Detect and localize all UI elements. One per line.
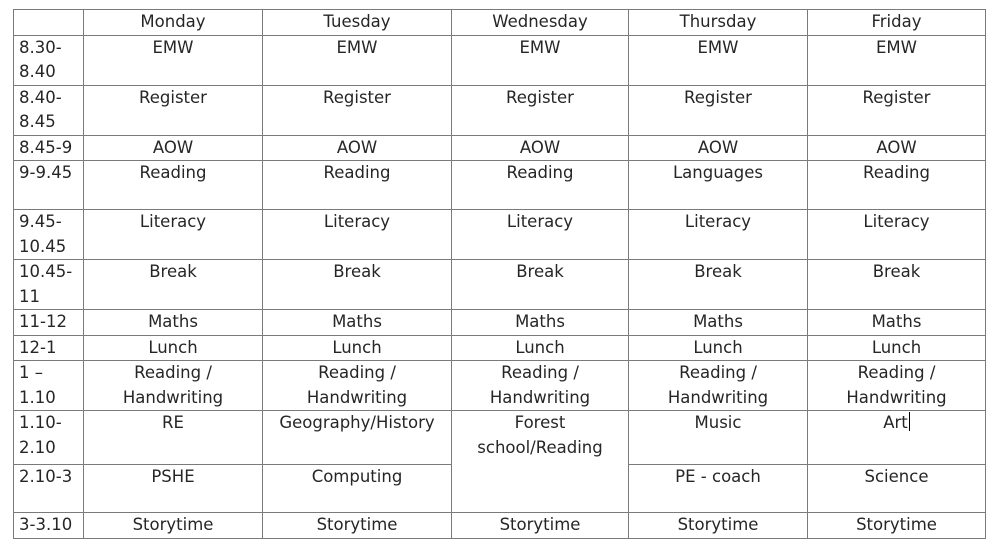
lesson-cell: Register [84,85,263,135]
table-row [14,35,986,85]
table-row [14,210,986,260]
table-row [14,135,986,161]
lesson-cell: AOW [808,135,986,161]
lesson-cell: Maths [808,310,986,336]
lesson-cell: Geography/History [263,411,452,465]
text-cursor [909,412,910,431]
lesson-cell-art[interactable] [808,411,986,465]
lesson-cell: EMW [452,35,629,85]
day-header-tuesday: Tuesday [263,10,452,36]
lesson-cell: AOW [263,135,452,161]
lesson-cell: Music [629,411,808,465]
lesson-cell: Maths [84,310,263,336]
lesson-cell: Register [452,85,629,135]
table-row [14,361,986,411]
lesson-cell: EMW [263,35,452,85]
lesson-cell: RE [84,411,263,465]
lesson-cell: EMW [808,35,986,85]
lesson-cell: Reading / Handwriting [84,361,263,411]
lesson-cell: Maths [452,310,629,336]
lesson-cell: Lunch [263,335,452,361]
header-row [14,10,986,36]
lesson-cell: Register [629,85,808,135]
time-cell: 1.10- 2.10 [14,411,84,465]
table-row [14,85,986,135]
lesson-cell: PE - coach [629,465,808,513]
lesson-cell: PSHE [84,465,263,513]
time-cell: 8.30- 8.40 [14,35,84,85]
lesson-cell: Break [84,260,263,310]
lesson-cell: Reading [452,161,629,210]
lesson-cell: Reading / Handwriting [263,361,452,411]
lesson-cell: Science [808,465,986,513]
lesson-cell: Lunch [808,335,986,361]
lesson-cell: Break [629,260,808,310]
lesson-cell: AOW [452,135,629,161]
lesson-cell: Maths [263,310,452,336]
table-row [14,161,986,210]
lesson-cell: Languages [629,161,808,210]
lesson-cell-merged: Forest school/Reading [452,411,629,513]
lesson-cell: Break [452,260,629,310]
time-cell: 10.45- 11 [14,260,84,310]
lesson-cell: Reading / Handwriting [452,361,629,411]
lesson-cell: Storytime [452,513,629,539]
lesson-cell: Break [263,260,452,310]
time-cell: 9-9.45 [14,161,84,210]
lesson-cell: Reading / Handwriting [808,361,986,411]
lesson-cell: Storytime [263,513,452,539]
day-header-wednesday: Wednesday [452,10,629,36]
time-cell: 2.10-3 [14,465,84,513]
lesson-cell: Storytime [84,513,263,539]
lesson-cell: Reading [808,161,986,210]
table-row [14,260,986,310]
lesson-cell: Reading / Handwriting [629,361,808,411]
time-cell: 11-12 [14,310,84,336]
time-cell: 3-3.10 [14,513,84,539]
lesson-cell: Maths [629,310,808,336]
time-cell: 8.45-9 [14,135,84,161]
lesson-cell: Lunch [84,335,263,361]
table-row [14,513,986,539]
lesson-cell: Reading [84,161,263,210]
lesson-cell: Storytime [808,513,986,539]
lesson-cell: Register [263,85,452,135]
lesson-cell-text: Art [883,413,908,432]
lesson-cell: Literacy [629,210,808,260]
lesson-cell: Computing [263,465,452,513]
lesson-cell: Lunch [629,335,808,361]
lesson-cell: Literacy [452,210,629,260]
lesson-cell: Literacy [263,210,452,260]
corner-cell [14,10,84,36]
table-row [14,310,986,336]
time-cell: 8.40- 8.45 [14,85,84,135]
lesson-cell: Storytime [629,513,808,539]
lesson-cell: EMW [629,35,808,85]
timetable [13,9,986,539]
lesson-cell: AOW [629,135,808,161]
day-header-friday: Friday [808,10,986,36]
lesson-cell: Literacy [808,210,986,260]
time-cell: 9.45- 10.45 [14,210,84,260]
day-header-thursday: Thursday [629,10,808,36]
time-cell: 1 – 1.10 [14,361,84,411]
timetable-container [13,9,986,539]
lesson-cell: Reading [263,161,452,210]
table-row [14,411,986,465]
table-row [14,335,986,361]
lesson-cell: Register [808,85,986,135]
lesson-cell: Lunch [452,335,629,361]
day-header-monday: Monday [84,10,263,36]
time-cell: 12-1 [14,335,84,361]
lesson-cell: AOW [84,135,263,161]
lesson-cell: Break [808,260,986,310]
lesson-cell: Literacy [84,210,263,260]
lesson-cell: EMW [84,35,263,85]
